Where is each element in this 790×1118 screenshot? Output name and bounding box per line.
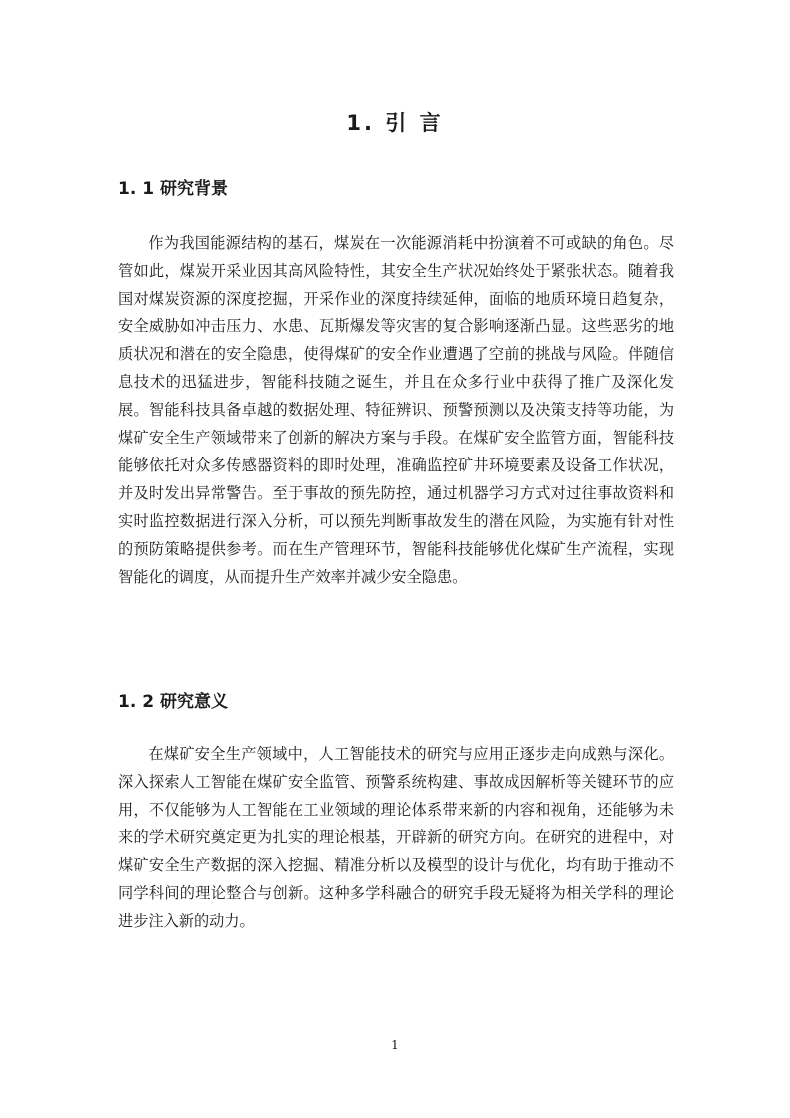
research-significance-paragraph: 在煤矿安全生产领域中，人工智能技术的研究与应用正逐步走向成熟与深化。深入探索人工智能在煤矿安全监管、预警系统构建、事故成因解析等关键环节的应用，不仅能够为人工智能在工业领域的理论体系带来新的内容和视角，还能够为未来的学术研究奠定更为扎实的理论根基，开辟新的研究方向。在研究的进程中，对煤矿安全生产数据的深入挖掘、精准分析以及模型的设计与优化，均有助于推动不同学科间的理论整合与创新。这种多学科融合的研究手段无疑将为相关学科的理论进步注入新的动力。 xyxy=(118,745,674,930)
section-heading-research-background: 1. 1 研究背景 xyxy=(118,179,228,199)
research-background-paragraph: 作为我国能源结构的基石，煤炭在一次能源消耗中扮演着不可或缺的角色。尽管如此，煤炭开采业因其高风险特性，其安全生产状况始终处于紧张状态。随着我国对煤炭资源的深度挖掘，开采作业的深度持续延伸，面临的地质环境日趋复杂，安全威胁如冲击压力、水患、瓦斯爆发等灾害的复合影响逐渐凸显。这些恶劣的地质状况和潜在的安全隐患，使得煤矿的安全作业遭遇了空前的挑战与风险。伴随信息技术的迅猛进步，智能科技随之诞生，并且在众多行业中获得了推广及深化发展。智能科技具备卓越的数据处理、特征辨识、预警预测以及决策支持等功能，为煤矿安全生产领域带来了创新的解决方案与手段。在煤矿安全监管方面，智能科技能够依托对众多传感器资料的即时处理，准确监控矿井环境要素及设备工作状况，并及时发出异常警告。至于事故的预先防控，通过机器学习方式对过往事故资料和实时监控数据进行深入分析，可以预先判断事故发生的潜在风险，为实施有针对性的预防策略提供参考。而在生产管理环节，智能科技能够优化煤矿生产流程，实现智能化的调度，从而提升生产效率并减少安全隐患。 xyxy=(118,234,674,586)
chapter-title: 1. 引 言 xyxy=(346,111,444,135)
section-heading-research-significance: 1. 2 研究意义 xyxy=(118,692,228,712)
page-number: 1 xyxy=(391,1038,399,1052)
